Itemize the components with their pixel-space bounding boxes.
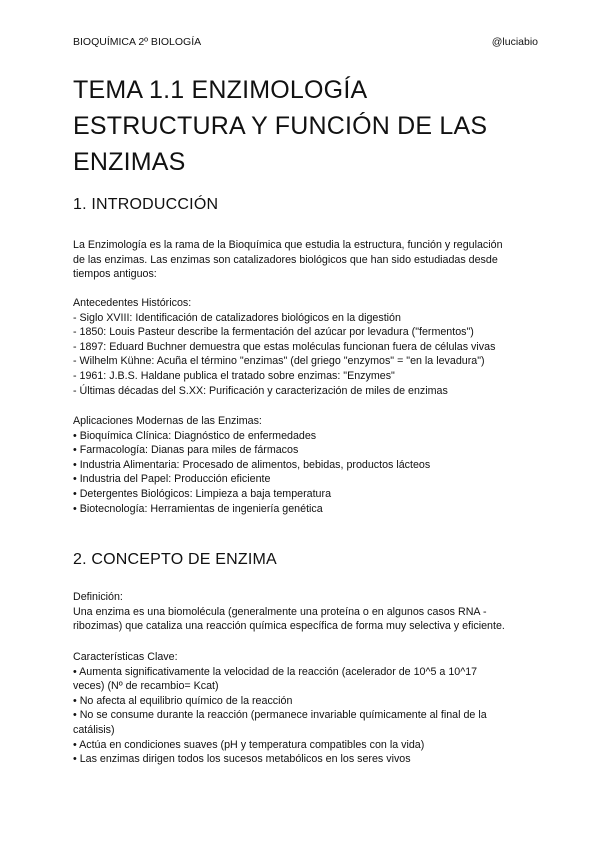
list-item: • Bioquímica Clínica: Diagnóstico de enfermedades [73, 429, 317, 442]
header-subject: BIOQUÍMICA 2º BIOLOGÍA [73, 36, 202, 48]
list-item: - 1961: J.B.S. Haldane publica el tratado sobre enzimas: "Enzymes" [73, 369, 395, 382]
paragraph-line: Una enzima es una biomolécula (generalmente una proteína o en algunos casos RNA - [73, 605, 487, 618]
caracteristicas-list [73, 665, 533, 767]
document-title [73, 72, 543, 180]
aplicaciones-title: Aplicaciones Modernas de las Enzimas: [73, 415, 262, 427]
list-item: • Las enzimas dirigen todos los sucesos metabólicos en los seres vivos [73, 753, 411, 766]
antecedentes-block [73, 296, 533, 398]
header-author: @luciabio [491, 36, 538, 48]
section-heading-concepto: 2. CONCEPTO DE ENZIMA [73, 551, 277, 568]
list-item: • Aumenta significativamente la velocidad de la reacción (acelerador de 10^5 a 10^17 [73, 665, 478, 678]
list-item: - 1897: Eduard Buchner demuestra que estas moléculas funcionan fuera de células vivas [73, 340, 496, 353]
aplicaciones-list [73, 429, 533, 517]
list-item: - Últimas décadas del S.XX: Purificación y caracterización de miles de enzimas [73, 384, 448, 397]
page-header [73, 36, 538, 48]
list-item: catálisis) [73, 723, 115, 736]
list-item: • Industria Alimentaria: Procesado de alimentos, bebidas, productos lácteos [73, 458, 431, 471]
list-item: - 1850: Louis Pasteur describe la fermentación del azúcar por levadura ("fermentos") [73, 326, 474, 339]
antecedentes-list [73, 311, 533, 399]
title-line: ESTRUCTURA Y FUNCIÓN DE LAS [73, 112, 488, 140]
section-heading-introduccion: 1. INTRODUCCIÓN [73, 196, 219, 213]
caracteristicas-block [73, 650, 533, 767]
list-item: • Biotecnología: Herramientas de ingeniería genética [73, 502, 323, 515]
list-item: - Siglo XVIII: Identificación de catalizadores biológicos en la digestión [73, 311, 401, 324]
list-item: • Industria del Papel: Producción eficiente [73, 473, 271, 486]
definicion-title: Definición: [73, 591, 123, 603]
list-item: • Farmacología: Dianas para miles de fármacos [73, 444, 299, 457]
list-item: • Detergentes Biológicos: Limpieza a baja temperatura [73, 487, 332, 500]
list-item: • Actúa en condiciones suaves (pH y temperatura compatibles con la vida) [73, 738, 425, 751]
antecedentes-title: Antecedentes Históricos: [73, 297, 192, 309]
list-item: • No se consume durante la reacción (permanece invariable químicamente al final de la [73, 709, 487, 722]
paragraph-line: La Enzimología es la rama de la Bioquímica que estudia la estructura, función y regulación [73, 239, 503, 251]
intro-paragraph [73, 238, 533, 282]
title-line: TEMA 1.1 ENZIMOLOGÍA [73, 76, 368, 104]
list-item: • No afecta al equilibrio químico de la reacción [73, 694, 293, 707]
list-item: veces) (Nº de recambio= Kcat) [73, 680, 219, 693]
caracteristicas-title: Características Clave: [73, 651, 178, 663]
list-item: - Wilhelm Kühne: Acuña el término "enzimas" (del griego "enzymos" = "en la levadura") [73, 355, 485, 368]
definicion-block [73, 590, 533, 634]
aplicaciones-block [73, 414, 533, 516]
paragraph-line: tiempos antiguos: [73, 268, 157, 281]
paragraph-line: de las enzimas. Las enzimas son catalizadores biológicos que han sido estudiadas desde [73, 253, 498, 266]
title-line: ENZIMAS [73, 148, 186, 176]
paragraph-line: ribozimas) que cataliza una reacción química específica de forma muy selectiva y eficiente. [73, 620, 505, 633]
